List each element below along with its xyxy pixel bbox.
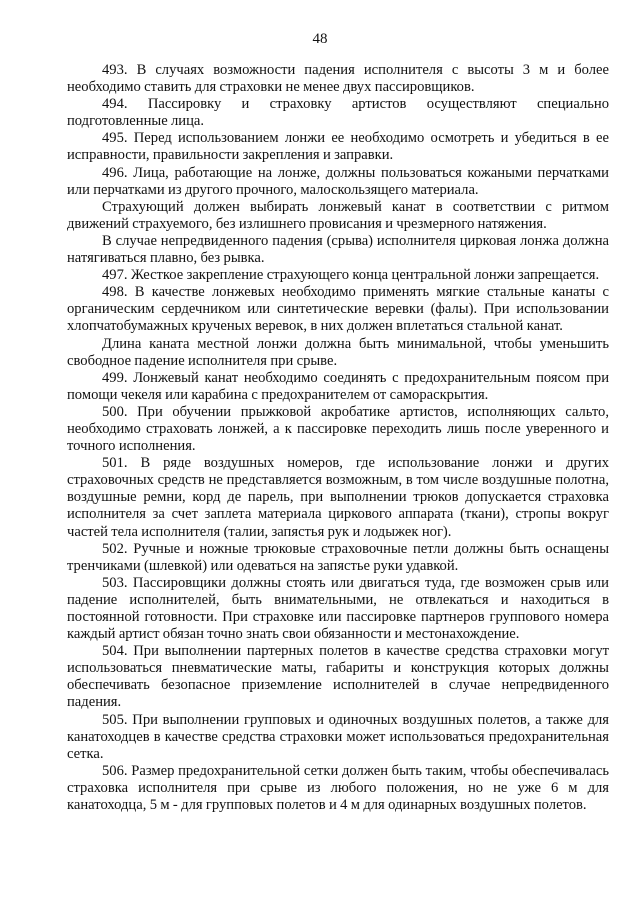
paragraph-504: 504. При выполнении партерных полетов в качестве средства страховки могут использоваться пневматические маты, габариты и конструкция которых должны обеспечивать безопасное приземление исполнителей в случае непредвиденного падения.: [67, 643, 609, 711]
paragraph-496: 496. Лица, работающие на лонже, должны пользоваться кожаными перчатками или перчатками из другого прочного, малоскользящего материала.: [67, 164, 609, 198]
paragraph-505: 505. При выполнении групповых и одиночных воздушных полетов, а также для канатоходцев в качестве средства страховки может использоваться предохранительная сетка.: [67, 711, 609, 762]
paragraph-500: 500. При обучении прыжковой акробатике артистов, исполняющих сальто, необходимо страховать лонжей, а к пассировке переходить лишь после уверенного и точного исполнения.: [67, 403, 609, 455]
paragraph-503: 503. Пассировщики должны стоять или двигаться туда, где возможен срыв или падение исполнителей, быть внимательными, не отвлекаться и находиться в постоянной готовности. При страховке или пассировке партнеров группового номера каждый артист обязан точно знать свои обязанности и местонахождение.: [67, 574, 609, 643]
paragraph-499: 499. Лонжевый канат необходимо соединять с предохранительным поясом при помощи чекеля или карабина с предохранителем от самораскрытия.: [67, 369, 609, 403]
paragraph-501: 501. В ряде воздушных номеров, где использование лонжи и других страховочных средств не представляется возможным, в том числе воздушные полотна, воздушные ремни, корд де парель, при выполнении трюков допускается страховка исполнителя за счет заплета материала циркового аппарата (ткани), стропы вокруг частей тела исполнителя (талии, запястья рук и лодыжек ног).: [67, 455, 609, 540]
paragraph-506: 506. Размер предохранительной сетки должен быть таким, чтобы обеспечивалась страховка исполнителя при срыве из любого положения, но не уже 6 м для канатоходца, 5 м - для групповых полетов и 4 м для одинарных воздушных полетов.: [67, 762, 609, 814]
paragraph-495: 495. Перед использованием лонжи ее необходимо осмотреть и убедиться в ее исправности, правильности закрепления и заправки.: [67, 130, 609, 164]
paragraph-496-rhythm: Страхующий должен выбирать лонжевый канат в соответствии с ритмом движений страхуемого, без излишнего провисания и чрезмерного натяжения.: [67, 198, 609, 232]
paragraph-502: 502. Ручные и ножные трюковые страховочные петли должны быть оснащены тренчиками (шлевкой) или одеваться на запястье руки удавкой.: [67, 540, 609, 574]
paragraph-493: 493. В случаях возможности падения исполнителя с высоты 3 м и более необходимо ставить для страховки не менее двух пассировщиков.: [67, 62, 609, 96]
paragraph-494: 494. Пассировку и страховку артистов осуществляют специально подготовленные лица.: [67, 96, 609, 130]
paragraph-498: 498. В качестве лонжевых необходимо применять мягкие стальные канаты с органическим сердечником или синтетические веревки (фалы). При использовании хлопчатобумажных крученых веревок, в них должен вплетаться стальной канат.: [67, 284, 609, 335]
paragraph-496-fall: В случае непредвиденного падения (срыва) исполнителя цирковая лонжа должна натягиваться плавно, без рывка.: [67, 232, 609, 267]
document-body: [67, 62, 609, 814]
paragraph-498-length: Длина каната местной лонжи должна быть минимальной, чтобы уменьшить свободное падение исполнителя при срыве.: [67, 335, 609, 369]
page-number: 48: [312, 31, 328, 47]
paragraph-497: 497. Жесткое закрепление страхующего конца центральной лонжи запрещается.: [102, 267, 600, 284]
